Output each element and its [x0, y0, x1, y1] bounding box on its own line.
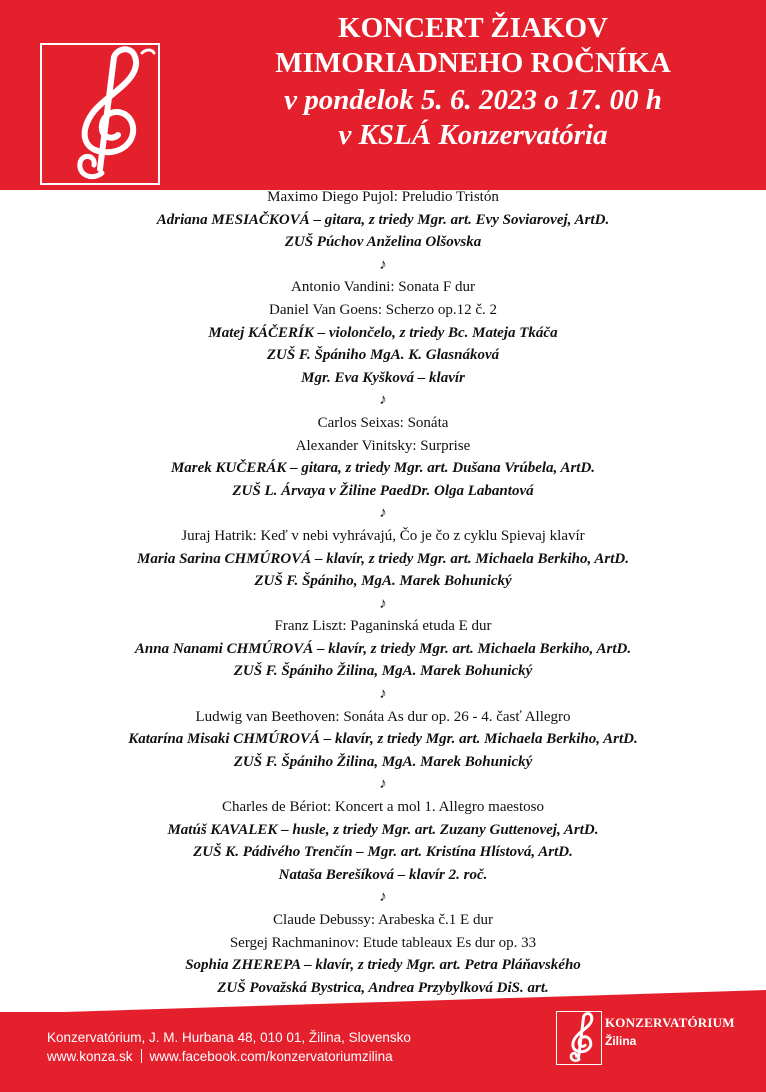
- program-composer-line: Alexander Vinitsky: Surprise: [295, 437, 471, 454]
- program-performer-line: Adriana MESIAČKOVÁ – gitara, z triedy Mgr. art. Evy Soviarovej, ArtD.: [156, 211, 610, 228]
- footer-logo-name: KONZERVATÓRIUM: [605, 1015, 735, 1030]
- program-performer-line: ZUŠ K. Pádivého Trenčín – Mgr. art. Kristína Hlístová, ArtD.: [193, 844, 573, 861]
- music-note-icon: ♪: [379, 392, 387, 409]
- program-performer-line: Matúš KAVALEK – husle, z triedy Mgr. art. Zuzany Guttenovej, ArtD.: [167, 821, 599, 838]
- program-performer-line: ZUŠ Považská Bystrica, Andrea Przybylková DiS. art.: [217, 979, 549, 996]
- concert-title-line2: MIMORIADNEHO ROČNÍKA: [275, 47, 671, 79]
- program-performer-line: ZUŠ Púchov Anželina Olšovska: [284, 234, 482, 251]
- program-composer-line: Charles de Bériot: Koncert a mol 1. Allegro maestoso: [221, 799, 544, 816]
- concert-title-line1: KONCERT ŽIAKOV: [338, 12, 608, 44]
- music-note-icon: ♪: [379, 595, 387, 612]
- music-note-icon: ♪: [379, 505, 387, 522]
- program-composer-line: Carlos Seixas: Sonáta: [317, 414, 449, 431]
- music-note-icon: ♪: [379, 889, 387, 906]
- footer-address: Konzervatórium, J. M. Hurbana 48, 010 01, Žilina, Slovensko: [47, 1030, 411, 1045]
- program-performer-line: ZUŠ F. Špániho Žilina, MgA. Marek Bohunický: [233, 753, 533, 770]
- program-performer-line: ZUŠ F. Špániho, MgA. Marek Bohunický: [254, 573, 512, 590]
- program-performer-line: ZUŠ L. Árvaya v Žiline PaedDr. Olga Labantová: [232, 482, 534, 499]
- footer-divider: [141, 1049, 142, 1063]
- treble-clef-logo-icon: [40, 43, 160, 185]
- program-composer-line: Maximo Diego Pujol: Preludio Tristón: [267, 189, 499, 205]
- program-performer-line: Matej KÁČERÍK – violončelo, z triedy Bc. Mateja Tkáča: [208, 324, 558, 341]
- program-composer-line: Franz Liszt: Paganinská etuda E dur: [274, 618, 492, 635]
- program-performer-line: ZUŠ F. Špániho MgA. K. Glasnáková: [266, 347, 500, 364]
- program-performer-line: Mgr. Eva Kyšková – klavír: [301, 369, 465, 386]
- music-note-icon: ♪: [379, 776, 387, 793]
- concert-venue: v KSLÁ Konzervatória: [338, 119, 608, 151]
- music-note-icon: ♪: [379, 686, 387, 703]
- concert-program: [0, 186, 766, 999]
- treble-clef-logo-icon: [556, 1011, 602, 1065]
- program-performer-line: Maria Sarina CHMÚROVÁ – klavír, z triedy Mgr. art. Michaela Berkiho, ArtD.: [136, 550, 630, 567]
- program-performer-line: ZUŠ F. Špániho Žilina, MgA. Marek Bohunický: [233, 663, 533, 680]
- program-composer-line: Claude Debussy: Arabeska č.1 E dur: [273, 912, 493, 928]
- facebook-link[interactable]: www.facebook.com/konzervatoriumzilina: [149, 1049, 393, 1064]
- program-composer-line: Antonio Vandini: Sonata F dur: [291, 279, 475, 296]
- music-note-icon: ♪: [379, 256, 387, 273]
- program-performer-line: Katarína Misaki CHMÚROVÁ – klavír, z triedy Mgr. art. Michaela Berkiho, ArtD.: [128, 731, 638, 748]
- concert-date: v pondelok 5. 6. 2023 o 17. 00 h: [284, 84, 662, 116]
- website-link[interactable]: www.konza.sk: [47, 1049, 133, 1064]
- program-performer-line: Anna Nanami CHMÚROVÁ – klavír, z triedy Mgr. art. Michaela Berkiho, ArtD.: [134, 640, 632, 657]
- program-performer-line: Sophia ZHEREPA – klavír, z triedy Mgr. art. Petra Pláňavského: [185, 957, 581, 974]
- footer-contact: [47, 1028, 411, 1066]
- program-performer-line: Nataša Berešíková – klavír 2. roč.: [278, 866, 488, 883]
- program-composer-line: Daniel Van Goens: Scherzo op.12 č. 2: [268, 301, 497, 318]
- footer-logo-city: Žilina: [605, 1034, 637, 1048]
- program-composer-line: Ludwig van Beethoven: Sonáta As dur op. 26 - 4. časť Allegro: [195, 708, 571, 725]
- program-performer-line: Marek KUČERÁK – gitara, z triedy Mgr. art. Dušana Vrúbela, ArtD.: [170, 460, 596, 477]
- program-composer-line: Sergej Rachmaninov: Etude tableaux Es dur op. 33: [229, 934, 537, 951]
- program-composer-line: Juraj Hatrik: Keď v nebi vyhrávajú, Čo je čo z cyklu Spievaj klavír: [181, 527, 585, 544]
- header-banner: [0, 0, 766, 190]
